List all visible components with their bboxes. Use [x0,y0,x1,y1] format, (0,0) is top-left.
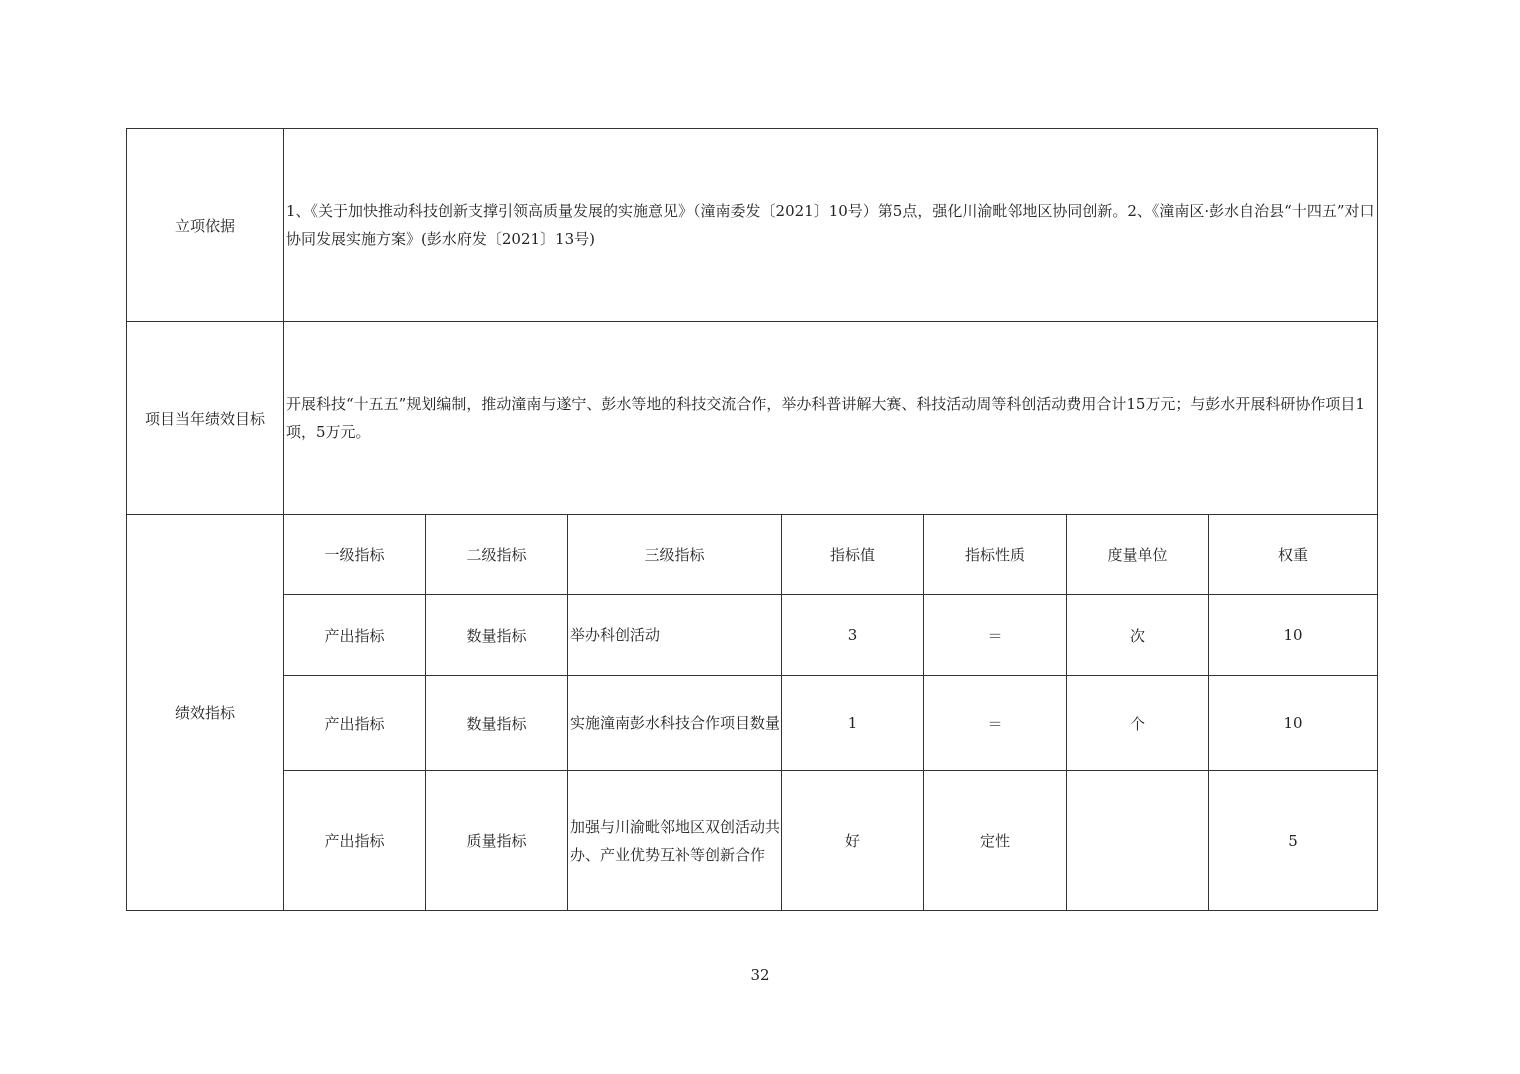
level1-cell: 产出指标 [284,676,426,771]
level1-cell: 产出指标 [284,595,426,676]
level2-cell: 数量指标 [426,595,568,676]
weight-cell: 10 [1209,595,1378,676]
header-cell: 度量单位 [1067,515,1209,595]
basis-row [127,129,1378,322]
basis-label: 立项依据 [127,129,284,322]
header-cell: 三级指标 [568,515,782,595]
header-cell: 二级指标 [426,515,568,595]
header-cell: 权重 [1209,515,1378,595]
goal-row [127,322,1378,515]
level2-cell: 数量指标 [426,676,568,771]
nature-cell: 定性 [924,771,1067,911]
indicator-header-row [127,515,1378,595]
nature-cell: ＝ [924,595,1067,676]
indicators-label: 绩效指标 [127,515,284,911]
nature-cell: ＝ [924,676,1067,771]
unit-cell: 次 [1067,595,1209,676]
header-cell: 指标值 [782,515,924,595]
level2-cell: 质量指标 [426,771,568,911]
level1-cell: 产出指标 [284,771,426,911]
weight-cell: 10 [1209,676,1378,771]
level3-cell: 举办科创活动 [568,595,782,676]
page-number: 32 [750,966,770,984]
weight-cell: 5 [1209,771,1378,911]
value-cell: 3 [782,595,924,676]
goal-text: 开展科技“十五五”规划编制，推动潼南与遂宁、彭水等地的科技交流合作，举办科普讲解大赛、科技活动周等科创活动费用合计15万元；与彭水开展科研协作项目1项，5万元。 [284,322,1378,515]
table-row [127,676,1378,771]
level3-cell: 加强与川渝毗邻地区双创活动共办、产业优势互补等创新合作 [568,771,782,911]
basis-text: 1、《关于加快推动科技创新支撑引领高质量发展的实施意见》（潼南委发〔2021〕10号）第5点，强化川渝毗邻地区协同创新。2、《潼南区·彭水自治县“十四五”对口协同发展实施方案》(彭水府发〔2021〕13号) [284,129,1378,322]
value-cell: 1 [782,676,924,771]
header-cell: 指标性质 [924,515,1067,595]
unit-cell: 个 [1067,676,1209,771]
value-cell: 好 [782,771,924,911]
performance-table [126,128,1378,911]
unit-cell [1067,771,1209,911]
table-row [127,771,1378,911]
goal-label: 项目当年绩效目标 [127,322,284,515]
level3-cell: 实施潼南彭水科技合作项目数量 [568,676,782,771]
table-row [127,595,1378,676]
header-cell: 一级指标 [284,515,426,595]
